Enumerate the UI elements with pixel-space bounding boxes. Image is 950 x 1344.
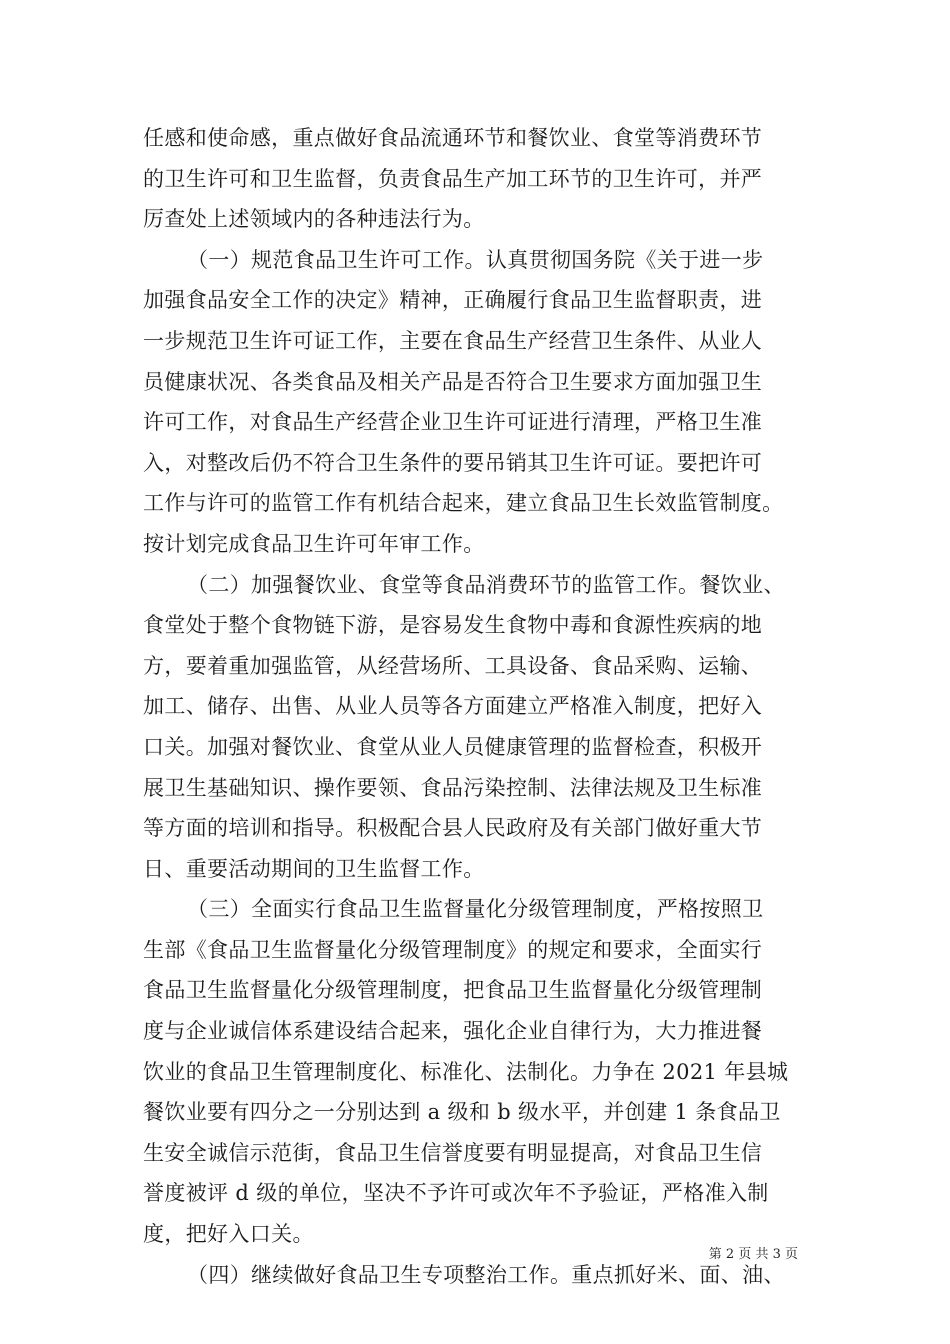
text-line: 展卫生基础知识、操作要领、食品污染控制、法律法规及卫生标准: [143, 775, 763, 800]
text-line: 生安全诚信示范街，食品卫生信誉度要有明显提高，对食品卫生信: [143, 1140, 763, 1165]
text-line: 饮业的食品卫生管理制度化、标准化、法制化。力争在 2021 年县城: [143, 1059, 789, 1084]
text-line: 方，要着重加强监管，从经营场所、工具设备、食品采购、运输、: [143, 653, 763, 678]
paragraph-3-heading-line: （三）全面实行食品卫生监督量化分级管理制度，严格按照卫: [187, 897, 764, 922]
text-line: 度，把好入口关。: [143, 1222, 314, 1247]
text-line: 食堂处于整个食物链下游，是容易发生食物中毒和食源性疾病的地: [143, 613, 763, 638]
text-line: 许可工作，对食品生产经营企业卫生许可证进行清理，严格卫生准: [143, 410, 763, 435]
text-line: 日、重要活动期间的卫生监督工作。: [143, 856, 485, 881]
text-line: 食品卫生监督量化分级管理制度，把食品卫生监督量化分级管理制: [143, 978, 763, 1003]
page-number-footer: 第 2 页 共 3 页: [708, 1247, 798, 1262]
text-line: 的卫生许可和卫生监督，负责食品生产加工环节的卫生许可，并严: [143, 166, 763, 191]
body-text: [143, 118, 815, 1295]
text-line: 按计划完成食品卫生许可年审工作。: [143, 531, 485, 556]
text-line: 员健康状况、各类食品及相关产品是否符合卫生要求方面加强卫生: [143, 369, 763, 394]
text-line: 工作与许可的监管工作有机结合起来，建立食品卫生长效监管制度。: [143, 491, 784, 516]
text-line: 等方面的培训和指导。积极配合县人民政府及有关部门做好重大节: [143, 816, 763, 841]
text-line: 誉度被评 d 级的单位，坚决不予许可或次年不予验证，严格准入制: [143, 1181, 769, 1206]
paragraph-4-heading-line: （四）继续做好食品卫生专项整治工作。重点抓好米、面、油、: [187, 1262, 785, 1287]
text-line: 生部《食品卫生监督量化分级管理制度》的规定和要求，全面实行: [143, 937, 763, 962]
paragraph-2-heading-line: （二）加强餐饮业、食堂等食品消费环节的监管工作。餐饮业、: [187, 572, 785, 597]
text-line: 餐饮业要有四分之一分别达到 a 级和 b 级水平，并创建 1 条食品卫: [143, 1100, 781, 1125]
text-line: 一步规范卫生许可证工作，主要在食品生产经营卫生条件、从业人: [143, 328, 763, 353]
text-line: 口关。加强对餐饮业、食堂从业人员健康管理的监督检查，积极开: [143, 734, 763, 759]
paragraph-1-heading-line: （一）规范食品卫生许可工作。认真贯彻国务院《关于进一步: [187, 247, 764, 272]
text-line: 任感和使命感，重点做好食品流通环节和餐饮业、食堂等消费环节: [143, 126, 763, 150]
text-line: 入，对整改后仍不符合卫生条件的要吊销其卫生许可证。要把许可: [143, 450, 763, 475]
text-line: 加强食品安全工作的决定》精神，正确履行食品卫生监督职责，进: [143, 288, 763, 313]
text-line: 加工、储存、出售、从业人员等各方面建立严格准入制度，把好入: [143, 694, 763, 719]
text-line: 度与企业诚信体系建设结合起来，强化企业自律行为，大力推进餐: [143, 1019, 763, 1044]
text-line: 厉查处上述领域内的各种违法行为。: [143, 207, 485, 232]
